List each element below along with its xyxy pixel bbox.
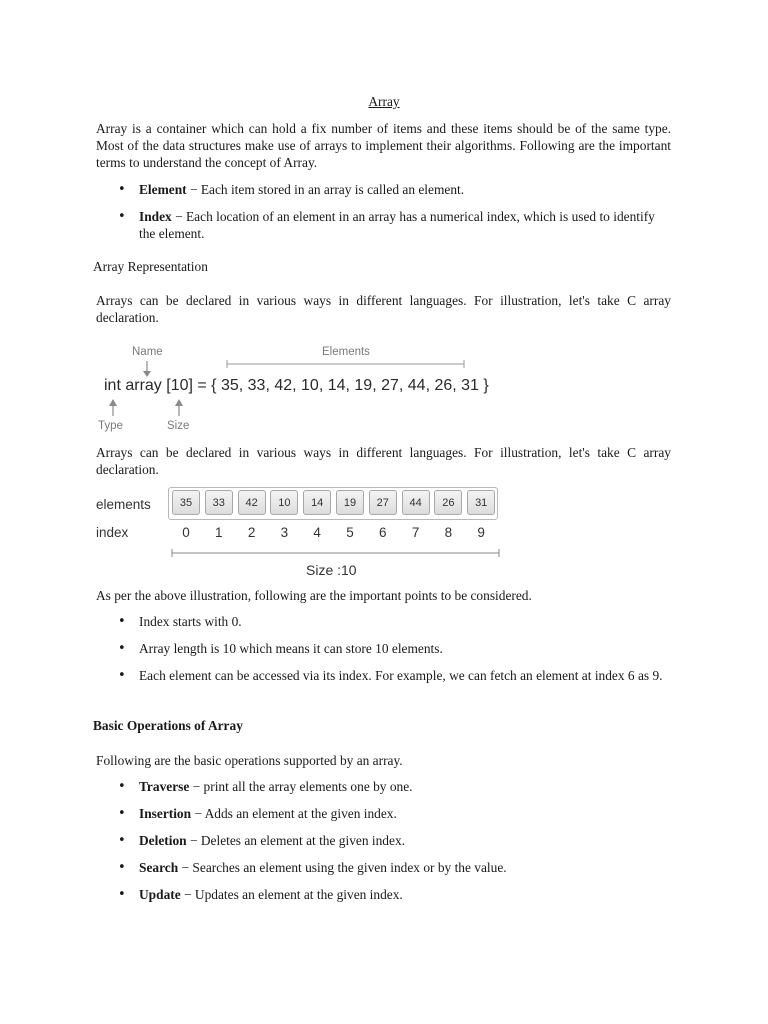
list-item — [118, 886, 673, 903]
term-name: Index — [139, 209, 172, 224]
elements-label: Elements — [322, 346, 370, 358]
array-index: 3 — [280, 525, 289, 540]
term-name: Element — [139, 182, 187, 197]
bullet-icon: • — [118, 833, 126, 848]
list-item — [118, 181, 673, 198]
bullet-icon: • — [118, 779, 126, 794]
list-item — [118, 640, 673, 657]
operations-list — [118, 778, 673, 903]
declaration-figure — [92, 340, 492, 440]
point-text: Each element can be accessed via its index. For example, we can fetch an element at index 6 as 9. — [139, 668, 663, 683]
operation-name: Insertion — [139, 806, 192, 821]
list-item — [118, 832, 673, 849]
array-index: 4 — [313, 525, 321, 540]
array-index: 8 — [444, 525, 453, 540]
list-item — [118, 805, 673, 822]
array-cell: 35 — [172, 490, 200, 515]
array-cell: 27 — [369, 490, 397, 515]
array-cell: 14 — [303, 490, 331, 515]
array-index: 6 — [379, 525, 387, 540]
operation-description: − Searches an element using the given index or by the value. — [178, 860, 507, 875]
term-description: − Each location of an element in an array has a numerical index, which is used to identify the element. — [139, 209, 655, 241]
point-text: Array length is 10 which means it can store 10 elements. — [139, 641, 443, 656]
operation-description: − Updates an element at the given index. — [180, 887, 403, 902]
size-bracket — [92, 486, 512, 582]
array-index: 1 — [215, 525, 223, 540]
operation-name: Traverse — [139, 779, 190, 794]
bullet-icon: • — [118, 860, 126, 875]
list-item — [118, 859, 673, 876]
bullet-icon: • — [118, 668, 126, 683]
array-index: 2 — [247, 525, 256, 540]
operation-name: Search — [139, 860, 179, 875]
points-intro: As per the above illustration, following are the important points to be considered. — [96, 588, 532, 603]
array-declaration: int array [10] = { 35, 33, 42, 10, 14, 19, 27, 44, 26, 31 } — [104, 377, 489, 394]
operation-name: Deletion — [139, 833, 187, 848]
bullet-icon: • — [118, 806, 126, 821]
bullet-icon: • — [118, 209, 126, 224]
page-title: Array — [368, 94, 400, 109]
list-item — [118, 208, 673, 242]
elements-row-label: elements — [96, 497, 151, 512]
operations-intro: Following are the basic operations supported by an array. — [96, 753, 403, 768]
list-item — [118, 778, 673, 795]
points-list — [118, 613, 673, 684]
array-index: 9 — [477, 525, 485, 540]
array-cell: 33 — [205, 490, 233, 515]
array-cell: 44 — [402, 490, 430, 515]
array-cell: 31 — [467, 490, 495, 515]
array-figure — [92, 486, 512, 582]
bullet-icon: • — [118, 614, 126, 629]
index-row-label: index — [96, 525, 129, 540]
type-label: Type — [98, 420, 123, 432]
array-cell: 19 — [336, 490, 364, 515]
array-index: 7 — [411, 525, 420, 540]
operation-description: − print all the array elements one by one. — [189, 779, 413, 794]
section-heading-representation: Array Representation — [93, 259, 208, 274]
size-text: Size :10 — [306, 562, 357, 578]
point-text: Index starts with 0. — [139, 614, 242, 629]
name-label: Name — [132, 346, 163, 358]
array-cell: 10 — [270, 490, 298, 515]
bullet-icon: • — [118, 641, 126, 656]
array-index: 0 — [182, 525, 190, 540]
operation-name: Update — [139, 887, 181, 902]
list-item — [118, 667, 673, 684]
array-index: 5 — [346, 525, 354, 540]
section-heading-operations: Basic Operations of Array — [93, 718, 243, 733]
array-cell: 42 — [238, 490, 266, 515]
representation-paragraph: Arrays can be declared in various ways in different languages. For illustration, let's take C array declaration. — [96, 293, 671, 325]
list-item — [118, 613, 673, 630]
term-description: − Each item stored in an array is called an element. — [186, 182, 465, 197]
bullet-icon: • — [118, 182, 126, 197]
array-cell: 26 — [434, 490, 462, 515]
size-label: Size — [167, 420, 190, 432]
intro-paragraph: Array is a container which can hold a fix number of items and these items should be of the same type. Most of the data structures make use of arrays to implement their algorithms. Following are the important terms to understand the concept of Array. — [96, 121, 671, 170]
operation-description: − Adds an element at the given index. — [191, 806, 397, 821]
bullet-icon: • — [118, 887, 126, 902]
operation-description: − Deletes an element at the given index. — [186, 833, 405, 848]
representation-paragraph-2: Arrays can be declared in various ways in different languages. For illustration, let's take C array declaration. — [96, 445, 671, 477]
terms-list — [118, 181, 673, 242]
